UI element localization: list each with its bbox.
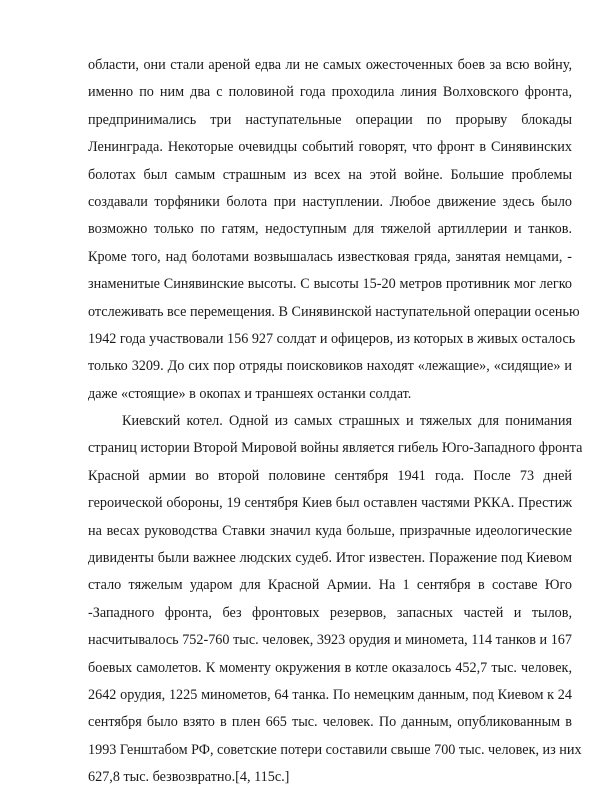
text-line: только 3209. До сих пор отряды поисковиков находят «лежащие», «сидящие» и <box>88 358 572 375</box>
text-line: насчитывалось 752-760 тыс. человек, 3923 орудия и миномета, 114 танков и 167 <box>88 632 572 649</box>
text-line: Киевский котел. Одной из самых страшных и тяжелых для понимания <box>122 413 572 430</box>
text-line: 1993 Генштабом РФ, советские потери составили свыше 700 тыс. человек, из них <box>88 741 582 758</box>
text-line: дивиденты были важнее людских судеб. Итог известен. Поражение под Киевом <box>88 550 572 567</box>
text-line: 2642 орудия, 1225 минометов, 64 танка. По немецким данным, под Киевом к 24 <box>88 686 572 703</box>
text-line: -Западного фронта, без фронтовых резервов, запасных частей и тылов, <box>88 604 572 621</box>
text-line: на весах руководства Ставки значил куда больше, призрачные идеологические <box>88 522 572 539</box>
text-line: даже «стоящие» в окопах и траншеях останки солдат. <box>88 385 412 402</box>
body-text <box>88 52 583 792</box>
paragraph-sinyavino <box>88 52 580 408</box>
text-line: Красной армии во второй половине сентября 1941 года. После 73 дней <box>88 467 572 484</box>
text-line: возможно только по гатям, недоступным для тяжелой артиллерии и танков. <box>88 221 572 238</box>
text-line: именно по ним два с половиной года проходила линия Волховского фронта, <box>88 84 572 101</box>
text-line: предпринимались три наступательные операции по прорыву блокады <box>88 111 572 128</box>
text-line: страниц истории Второй Мировой войны является гибель Юго-Западного фронта <box>88 440 583 457</box>
text-line: боевых самолетов. К моменту окружения в котле оказалось 452,7 тыс. человек, <box>88 659 572 676</box>
text-line: Кроме того, над болотами возвышалась известковая гряда, занятая немцами, - <box>88 248 572 265</box>
paragraph-kiev-cauldron <box>88 408 583 791</box>
text-line: отслеживать все перемещения. В Синявинской наступательной операции осенью <box>88 303 580 320</box>
text-line: 627,8 тыс. безвозвратно.[4, 115с.] <box>88 769 290 786</box>
text-line: области, они стали ареной едва ли не самых ожесточенных боев за всю войну, <box>88 57 572 73</box>
text-line: стало тяжелым ударом для Красной Армии. На 1 сентября в составе Юго <box>88 577 572 594</box>
text-line: 1942 года участвовали 156 927 солдат и офицеров, из которых в живых осталось <box>88 330 576 347</box>
text-line: создавали торфяники болота при наступлении. Любое движение здесь было <box>88 193 572 210</box>
text-line: сентября было взято в плен 665 тыс. человек. По данным, опубликованным в <box>88 714 572 731</box>
text-line: Ленинграда. Некоторые очевидцы событий говорят, что фронт в Синявинских <box>88 139 572 156</box>
text-line: болотах был самым страшным из всех на этой войне. Большие проблемы <box>88 166 572 183</box>
text-line: знаменитые Синявинские высоты. С высоты 15-20 метров противник мог легко <box>88 276 572 293</box>
text-line: героической обороны, 19 сентября Киев был оставлен частями РККА. Престиж <box>88 495 572 512</box>
